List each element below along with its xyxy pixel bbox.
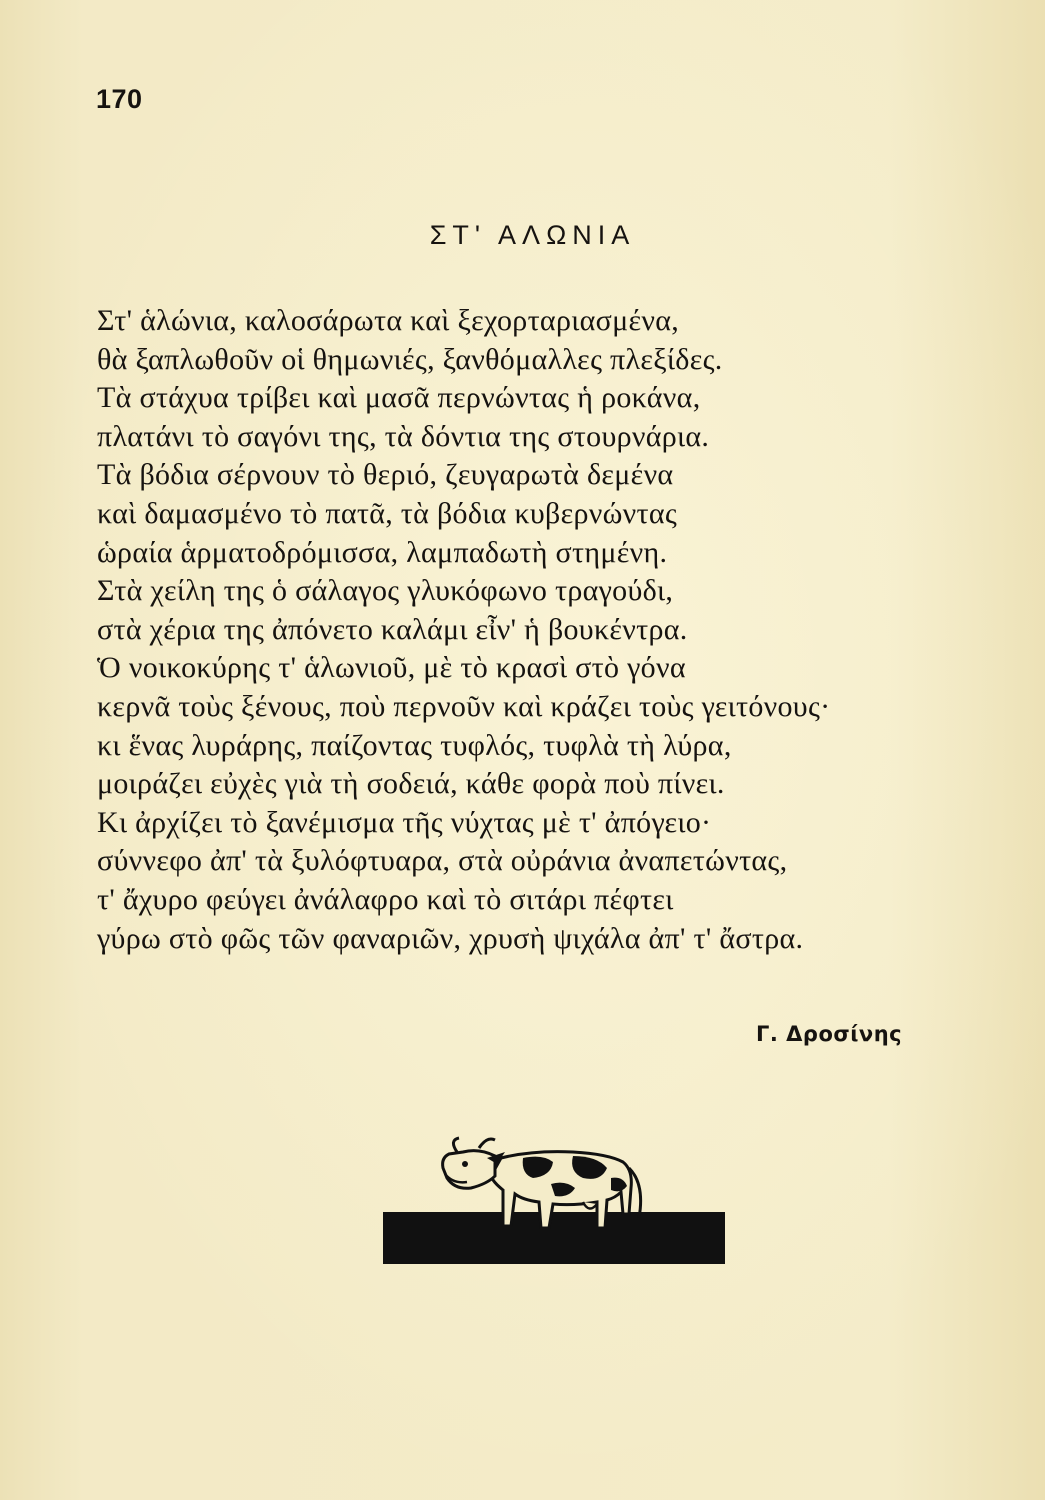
verse-line: κι ἕνας λυράρης, παίζοντας τυφλός, τυφλὰ τὴ λύρα, xyxy=(97,728,732,762)
cow-vignette-icon xyxy=(383,1118,725,1264)
verse-line: καὶ δαμασμένο τὸ πατᾶ, τὰ βόδια κυβερνώντας xyxy=(97,496,678,530)
cow-eye xyxy=(462,1161,468,1167)
verse-line: στὰ χέρια της ἀπόνετο καλάμι εἶν' ἡ βουκέντρα. xyxy=(97,612,688,646)
vignette-ground xyxy=(383,1212,725,1264)
verse-line: Στ' ἁλώνια, καλοσάρωτα καὶ ξεχορταριασμένα, xyxy=(97,304,680,337)
verse-line: πλατάνι τὸ σαγόνι της, τὰ δόντια της στουρνάρια. xyxy=(97,419,710,453)
poem-body xyxy=(97,302,977,958)
verse-line: γύρω στὸ φῶς τῶν φαναριῶν, χρυσὴ ψιχάλα ἀπ' τ' ἄστρα. xyxy=(97,921,804,955)
verse-line: Ὁ νοικοκύρης τ' ἁλωνιοῦ, μὲ τὸ κρασὶ στὸ γόνα xyxy=(97,651,686,685)
verse-line: κερνᾶ τοὺς ξένους, ποὺ περνοῦν καὶ κράζει τοὺς γειτόνους· xyxy=(97,689,831,723)
verse-line: σύννεφο ἀπ' τὰ ξυλόφτυαρα, στὰ οὐράνια ἀναπετώντας, xyxy=(97,844,788,878)
page-number: 170 xyxy=(96,84,143,114)
verse-line: Τὰ βόδια σέρνουν τὸ θεριό, ζευγαρωτὰ δεμένα xyxy=(97,458,674,492)
verse-line: ὡραία ἁρματοδρόμισσα, λαμπαδωτὴ στημένη. xyxy=(97,535,668,569)
poem-title: ΣΤ' ΑΛΩΝΙΑ xyxy=(429,220,636,250)
verse-line: Κι ἀρχίζει τὸ ξανέμισμα τῆς νύχτας μὲ τ' ἀπόγειο· xyxy=(97,805,712,839)
verse-line: Τὰ στάχυα τρίβει καὶ μασᾶ περνώντας ἡ ροκάνα, xyxy=(97,381,701,415)
poem-author: Γ. Δροσίνης xyxy=(756,1022,903,1046)
verse-line: θὰ ξαπλωθοῦν οἱ θημωνιές, ξανθόμαλλες πλεξίδες. xyxy=(97,342,723,376)
verse-line: τ' ἄχυρο φεύγει ἀνάλαφρο καὶ τὸ σιτάρι πέφτει xyxy=(97,882,674,916)
verse-line: Στὰ χείλη της ὁ σάλαγος γλυκόφωνο τραγούδι, xyxy=(97,574,674,608)
verse-line: μοιράζει εὐχὲς γιὰ τὴ σοδειά, κάθε φορὰ ποὺ πίνει. xyxy=(97,767,725,801)
cow-head xyxy=(443,1151,495,1189)
